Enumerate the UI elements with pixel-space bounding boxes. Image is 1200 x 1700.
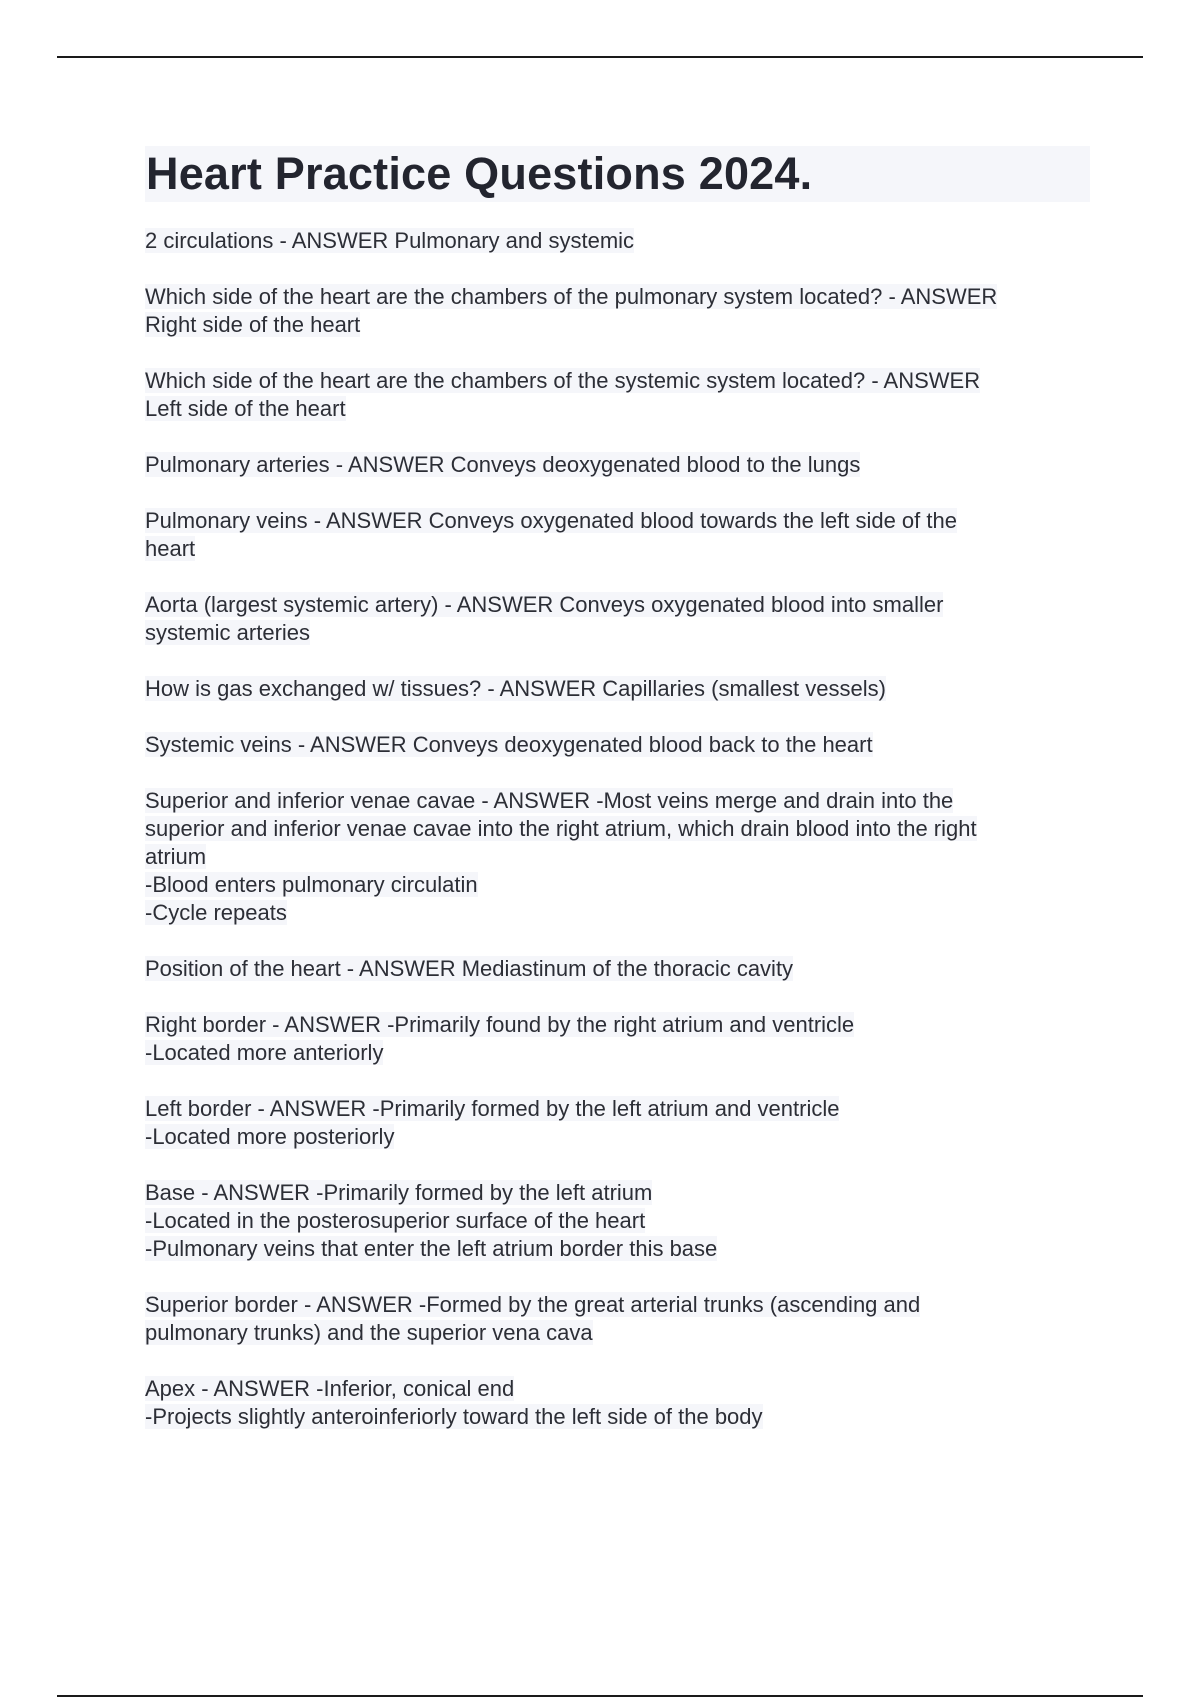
qa-line-text: -Located more anteriorly [145, 1040, 384, 1065]
qa-line [145, 1319, 1090, 1347]
qa-line-text: Apex - ANSWER -Inferior, conical end [145, 1376, 515, 1401]
qa-line [145, 815, 1090, 843]
qa-item [145, 1375, 1090, 1431]
qa-line-text: superior and inferior venae cavae into the right atrium, which drain blood into the right [145, 816, 977, 841]
qa-item [145, 507, 1090, 563]
bottom-rule [57, 1695, 1143, 1697]
qa-line [145, 1039, 1090, 1067]
qa-line [145, 1291, 1090, 1319]
qa-item [145, 367, 1090, 423]
qa-line-text: 2 circulations - ANSWER Pulmonary and systemic [145, 228, 635, 253]
qa-line [145, 871, 1090, 899]
qa-line-text: Base - ANSWER -Primarily formed by the left atrium [145, 1180, 653, 1205]
qa-item [145, 283, 1090, 339]
qa-line [145, 955, 1090, 983]
qa-item [145, 1011, 1090, 1067]
qa-item [145, 1291, 1090, 1347]
qa-line-text: Superior border - ANSWER -Formed by the great arterial trunks (ascending and [145, 1292, 921, 1317]
qa-line-text: Systemic veins - ANSWER Conveys deoxygenated blood back to the heart [145, 732, 873, 757]
qa-line [145, 1207, 1090, 1235]
qa-line [145, 1375, 1090, 1403]
qa-line-text: Aorta (largest systemic artery) - ANSWER Conveys oxygenated blood into smaller [145, 592, 944, 617]
qa-line-text: -Blood enters pulmonary circulatin [145, 872, 478, 897]
qa-line [145, 1403, 1090, 1431]
top-rule [57, 56, 1143, 58]
qa-list [145, 227, 1090, 1431]
qa-item [145, 1179, 1090, 1263]
qa-line [145, 843, 1090, 871]
qa-line [145, 227, 1090, 255]
qa-line-text: How is gas exchanged w/ tissues? - ANSWER Capillaries (smallest vessels) [145, 676, 886, 701]
qa-line-text: Left border - ANSWER -Primarily formed by the left atrium and ventricle [145, 1096, 840, 1121]
qa-line-text: Position of the heart - ANSWER Mediastinum of the thoracic cavity [145, 956, 794, 981]
qa-line [145, 1095, 1090, 1123]
qa-line-text: Pulmonary arteries - ANSWER Conveys deoxygenated blood to the lungs [145, 452, 861, 477]
qa-line [145, 675, 1090, 703]
qa-line-text: Superior and inferior venae cavae - ANSWER -Most veins merge and drain into the [145, 788, 954, 813]
qa-line-text: -Projects slightly anteroinferiorly toward the left side of the body [145, 1404, 763, 1429]
qa-item [145, 675, 1090, 703]
qa-line [145, 367, 1090, 395]
qa-line [145, 1179, 1090, 1207]
qa-line-text: pulmonary trunks) and the superior vena cava [145, 1320, 593, 1345]
qa-line-text: heart [145, 536, 196, 561]
qa-line-text: -Cycle repeats [145, 900, 287, 925]
qa-line-text: Right side of the heart [145, 312, 361, 337]
qa-line-text: Which side of the heart are the chambers of the pulmonary system located? - ANSWER [145, 284, 998, 309]
qa-line-text: Left side of the heart [145, 396, 346, 421]
qa-line [145, 283, 1090, 311]
qa-item [145, 955, 1090, 983]
qa-item [145, 731, 1090, 759]
qa-item [145, 451, 1090, 479]
qa-line-text: Which side of the heart are the chambers of the systemic system located? - ANSWER [145, 368, 981, 393]
qa-item [145, 787, 1090, 927]
qa-line-text: Pulmonary veins - ANSWER Conveys oxygenated blood towards the left side of the [145, 508, 957, 533]
qa-line [145, 899, 1090, 927]
qa-item [145, 591, 1090, 647]
qa-line-text: systemic arteries [145, 620, 311, 645]
qa-line [145, 787, 1090, 815]
qa-line [145, 1011, 1090, 1039]
qa-line [145, 311, 1090, 339]
qa-line [145, 619, 1090, 647]
qa-line-text: atrium [145, 844, 207, 869]
qa-line [145, 451, 1090, 479]
qa-line [145, 591, 1090, 619]
document-body [145, 146, 1090, 1459]
qa-item [145, 1095, 1090, 1151]
qa-line [145, 1123, 1090, 1151]
qa-item [145, 227, 1090, 255]
qa-line [145, 731, 1090, 759]
qa-line-text: Right border - ANSWER -Primarily found by the right atrium and ventricle [145, 1012, 855, 1037]
page-title: Heart Practice Questions 2024. [145, 146, 1090, 202]
qa-line [145, 507, 1090, 535]
qa-line-text: -Located in the posterosuperior surface of the heart [145, 1208, 646, 1233]
qa-line [145, 535, 1090, 563]
qa-line [145, 395, 1090, 423]
qa-line-text: -Pulmonary veins that enter the left atrium border this base [145, 1236, 718, 1261]
qa-line-text: -Located more posteriorly [145, 1124, 395, 1149]
qa-line [145, 1235, 1090, 1263]
